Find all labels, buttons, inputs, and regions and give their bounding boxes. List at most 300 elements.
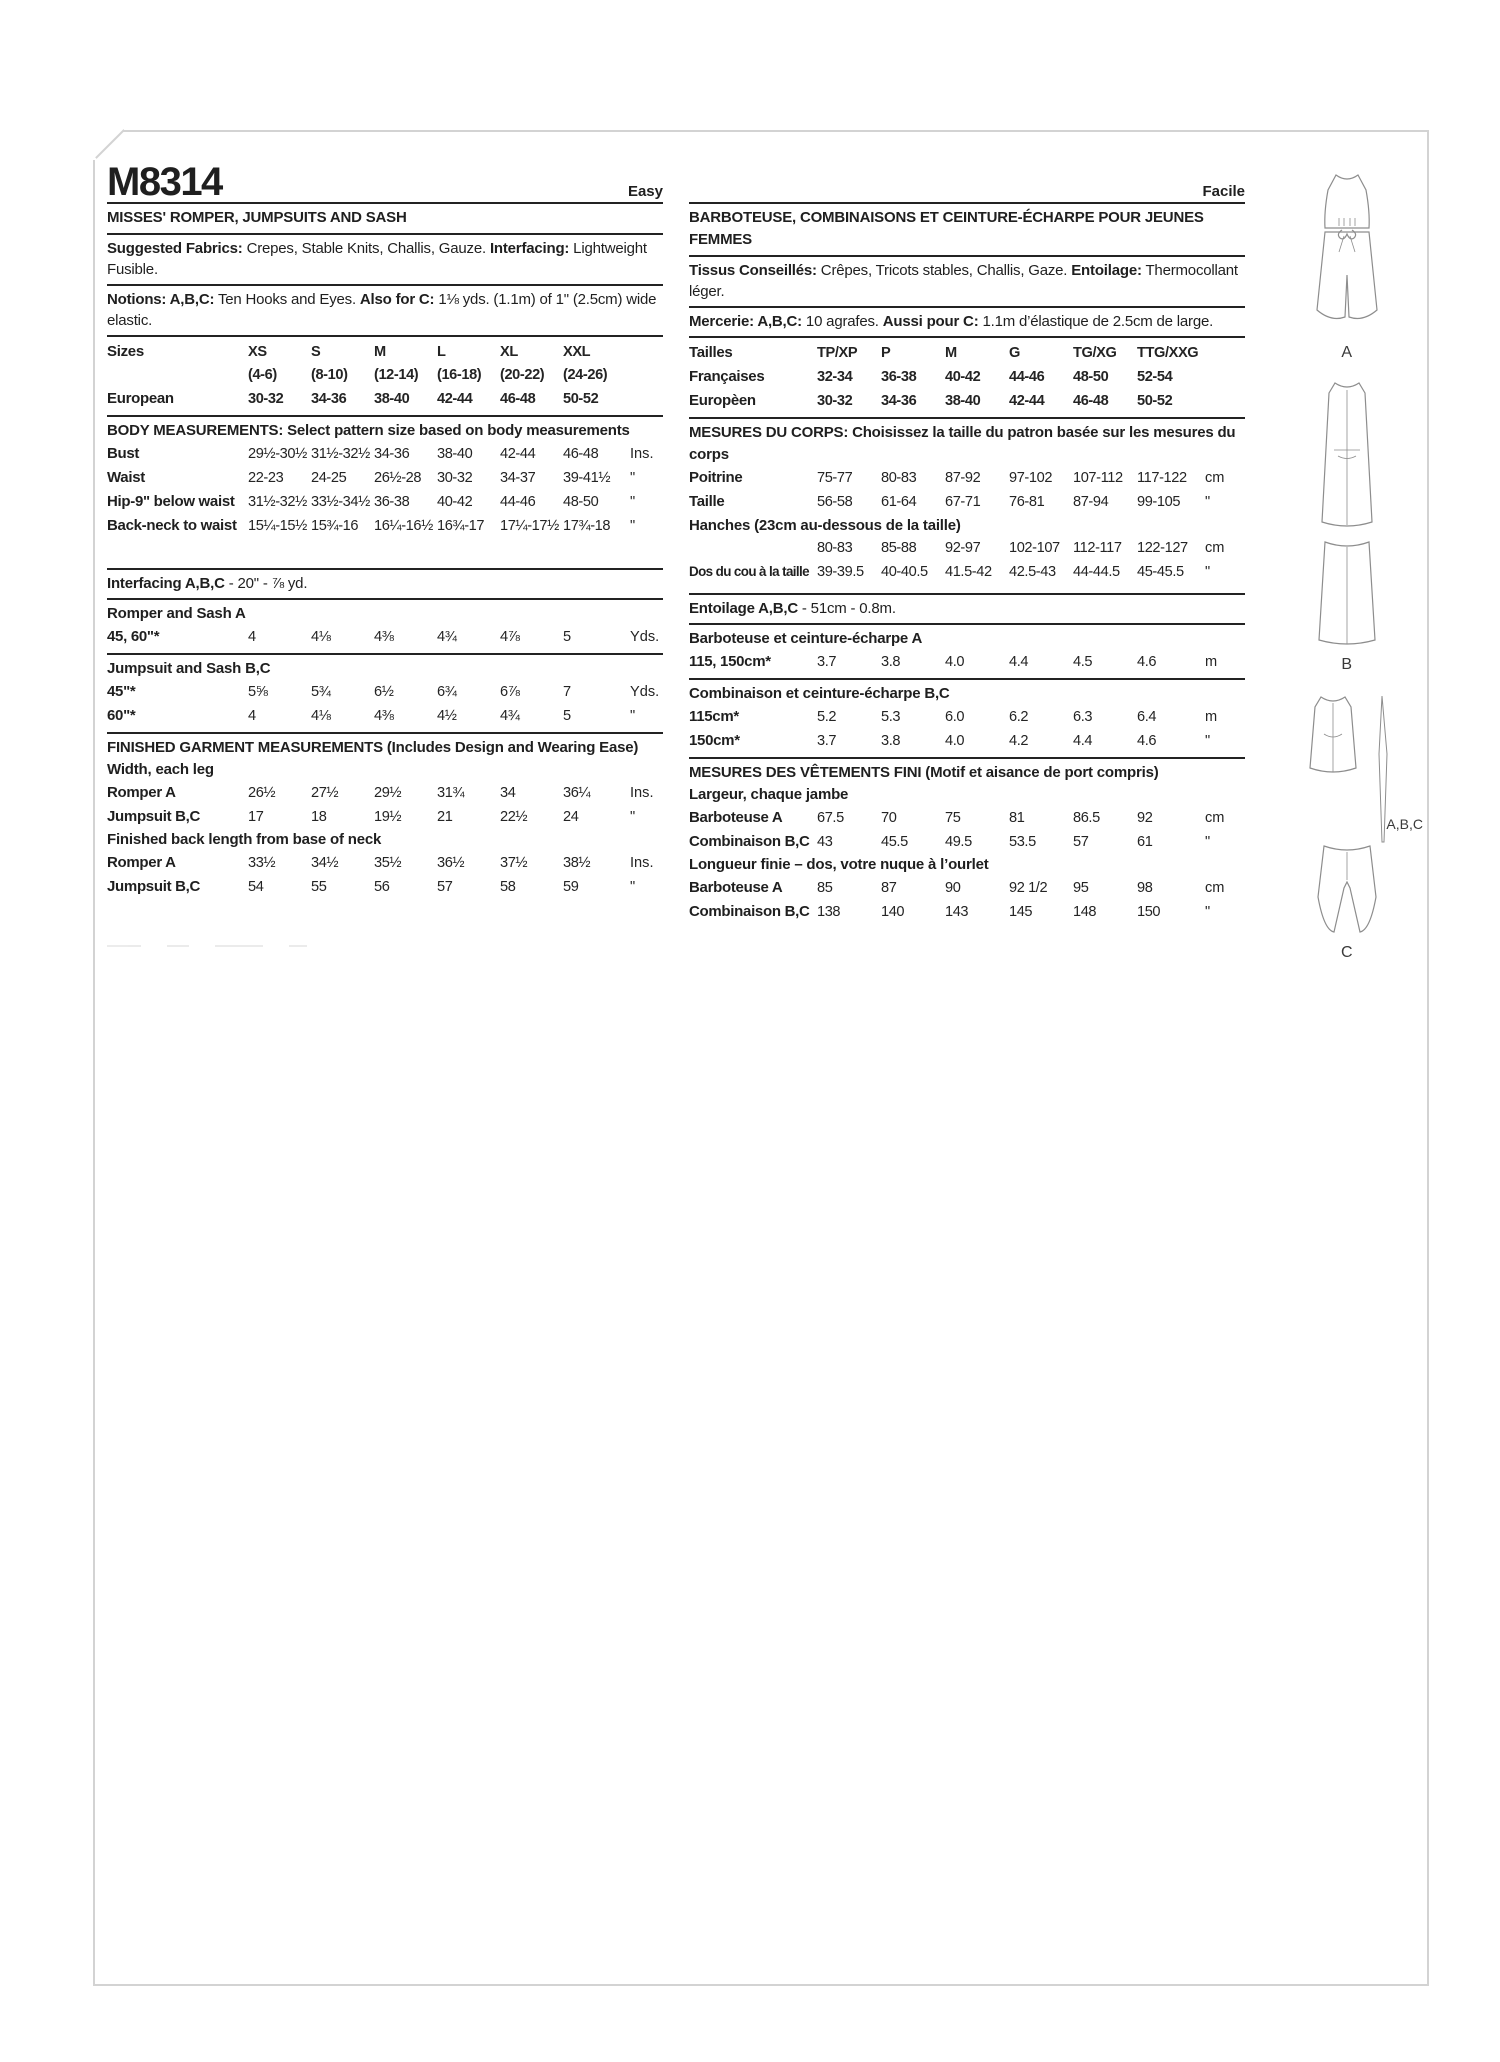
table-cell: 92-97 xyxy=(945,540,981,556)
table-cell: 16¾-17 xyxy=(437,518,485,534)
unit-cell: " xyxy=(630,708,636,724)
table-cell: 40-42 xyxy=(945,369,981,385)
table-cell: TG/XG xyxy=(1073,345,1117,361)
text-segment: Suggested Fabrics: xyxy=(107,240,243,257)
title-bar-fr xyxy=(689,156,1245,204)
row-label: Back-neck to waist xyxy=(107,517,237,534)
table-row xyxy=(689,537,1245,560)
row-label: Jumpsuit B,C xyxy=(107,808,201,825)
table-cell: 48-50 xyxy=(1073,369,1109,385)
table-cell: XL xyxy=(500,344,518,360)
table-cell: 34-36 xyxy=(374,446,410,462)
table-cell: 61-64 xyxy=(881,494,917,510)
table-cell: 140 xyxy=(881,904,905,920)
table-row xyxy=(689,466,1245,490)
table-cell: XXL xyxy=(563,344,591,360)
row-label: 45"* xyxy=(107,683,136,700)
table-cell: 31¾ xyxy=(437,785,465,801)
table-cell: 112-117 xyxy=(1073,540,1122,556)
text-segment: Notions: A,B,C: xyxy=(107,291,215,308)
table-cell: 21 xyxy=(437,809,453,825)
table-cell: 5 xyxy=(563,629,571,645)
table-row xyxy=(689,705,1245,729)
table-cell: 52-54 xyxy=(1137,369,1173,385)
table-cell: 6.3 xyxy=(1073,709,1093,725)
row-label: Romper A xyxy=(107,854,176,871)
table-cell: 80-83 xyxy=(817,540,853,556)
table-row xyxy=(107,781,663,805)
garment-drawings-rail xyxy=(1271,170,1423,962)
table-cell: 54 xyxy=(248,879,264,895)
table-cell: 44-44.5 xyxy=(1073,564,1120,580)
table-row xyxy=(689,729,1245,753)
table-cell: 138 xyxy=(817,904,841,920)
table-row xyxy=(107,851,663,875)
suggested-fabrics-line xyxy=(107,235,663,286)
table-cell: 61 xyxy=(1137,834,1153,850)
table-cell: 97-102 xyxy=(1009,470,1053,486)
table-cell: 4.6 xyxy=(1137,654,1157,670)
table-cell: 87-94 xyxy=(1073,494,1109,510)
yardage-bc-section-fr xyxy=(689,680,1245,759)
table-cell: 98 xyxy=(1137,880,1153,896)
table-cell: (24-26) xyxy=(563,367,608,383)
unit-cell: " xyxy=(630,879,636,895)
table-cell: 150 xyxy=(1137,904,1161,920)
finished-heading-en: FINISHED GARMENT MEASUREMENTS (Includes Design and Wearing Ease) xyxy=(107,739,639,756)
text-segment: Tissus Conseillés: xyxy=(689,262,817,279)
table-cell: 36-38 xyxy=(881,369,917,385)
unit-cell: Ins. xyxy=(630,785,654,801)
largeur-label: Largeur, chaque jambe xyxy=(689,786,849,803)
table-cell: 85 xyxy=(817,880,833,896)
figure-label-c: C xyxy=(1340,944,1354,961)
garment-drawing-top-piece xyxy=(1304,694,1362,778)
table-cell: M xyxy=(374,344,386,360)
table-cell: 17¼-17½ xyxy=(500,518,559,534)
row-label: Bust xyxy=(107,445,140,462)
text-segment: Entoilage A,B,C xyxy=(689,600,798,617)
table-cell: 67.5 xyxy=(817,810,844,826)
table-cell: (8-10) xyxy=(311,367,348,383)
table-cell: 41.5-42 xyxy=(945,564,992,580)
table-cell: (4-6) xyxy=(248,367,277,383)
tissus-line xyxy=(689,257,1245,308)
interfacing-line-en xyxy=(107,570,663,600)
table-cell: 6⅞ xyxy=(500,684,520,700)
table-row xyxy=(107,466,663,490)
notions-line xyxy=(107,286,663,337)
table-cell: 57 xyxy=(437,879,453,895)
table-cell: 4.5 xyxy=(1073,654,1093,670)
table-cell: 34 xyxy=(500,785,516,801)
unit-cell: " xyxy=(1205,904,1211,920)
garment-drawing-jumpsuit-b-lower xyxy=(1314,538,1380,650)
table-cell: 57 xyxy=(1073,834,1089,850)
table-row xyxy=(107,625,663,649)
table-row xyxy=(107,490,663,514)
table-cell: 75-77 xyxy=(817,470,853,486)
faded-print-artifact xyxy=(107,945,663,947)
table-cell: 26½ xyxy=(248,785,276,801)
yardage-a-section-fr xyxy=(689,625,1245,680)
body-measurements-table-fr xyxy=(689,466,1245,584)
entoilage-line xyxy=(689,595,1245,625)
width-each-leg-label: Width, each leg xyxy=(107,761,214,778)
largeur-table xyxy=(689,806,1245,854)
table-cell: 85-88 xyxy=(881,540,917,556)
longueur-table xyxy=(689,876,1245,924)
sizes-table-fr xyxy=(689,338,1245,419)
table-cell: 3.8 xyxy=(881,654,901,670)
pattern-number: M8314 xyxy=(107,160,222,204)
yardage-bc-heading-en: Jumpsuit and Sash B,C xyxy=(107,660,271,677)
table-cell: 58 xyxy=(500,879,516,895)
text-segment: Lightweight Fusible. xyxy=(107,240,647,278)
table-cell: 34½ xyxy=(311,855,339,871)
text-segment: Also for C: xyxy=(359,291,435,308)
table-cell: 4⅛ xyxy=(311,708,331,724)
table-cell: 5¾ xyxy=(311,684,331,700)
table-cell: 87-92 xyxy=(945,470,981,486)
table-cell: 34-36 xyxy=(881,393,917,409)
table-cell: 45.5 xyxy=(881,834,908,850)
yardage-bc-table-fr xyxy=(689,705,1245,753)
table-cell: 24 xyxy=(563,809,579,825)
table-row xyxy=(107,364,663,387)
table-cell: 22-23 xyxy=(248,470,284,486)
unit-cell: " xyxy=(630,809,636,825)
page-edge-right xyxy=(1427,130,1429,1986)
table-cell: 24-25 xyxy=(311,470,347,486)
table-row xyxy=(107,340,663,364)
table-cell: 46-48 xyxy=(500,391,536,407)
table-cell: 4⅜ xyxy=(374,629,394,645)
row-label: 45, 60"* xyxy=(107,628,160,645)
text-segment: - 20" - ⅞ yd. xyxy=(224,575,308,592)
table-cell: G xyxy=(1009,345,1020,361)
row-label: Hip-9" below waist xyxy=(107,493,235,510)
table-row xyxy=(689,650,1245,674)
table-cell: 56-58 xyxy=(817,494,853,510)
unit-cell: " xyxy=(630,470,636,486)
row-label: 115, 150cm* xyxy=(689,653,771,670)
table-row xyxy=(689,876,1245,900)
text-segment: Thermocollant léger. xyxy=(689,262,1238,300)
table-cell: 15¼-15½ xyxy=(248,518,307,534)
unit-cell: " xyxy=(630,494,636,510)
table-cell: 4⅛ xyxy=(311,629,331,645)
row-label: Combinaison B,C xyxy=(689,903,810,920)
page-edge-corner-cut xyxy=(95,129,125,159)
table-cell: 38½ xyxy=(563,855,591,871)
table-cell: 34-36 xyxy=(311,391,347,407)
body-measurements-section-fr xyxy=(689,419,1245,595)
table-cell: 38-40 xyxy=(945,393,981,409)
table-cell: TTG/XXG xyxy=(1137,345,1199,361)
table-cell: 42-44 xyxy=(500,446,536,462)
table-cell: 4⅜ xyxy=(374,708,394,724)
row-label: Waist xyxy=(107,469,145,486)
difficulty-fr: Facile xyxy=(1202,183,1245,200)
row-label: Dos du cou à la taille xyxy=(689,564,809,579)
table-cell: 7 xyxy=(563,684,571,700)
unit-cell: cm xyxy=(1205,810,1225,826)
unit-cell: cm xyxy=(1205,880,1225,896)
table-cell: 107-112 xyxy=(1073,470,1123,486)
table-cell: 4½ xyxy=(437,708,457,724)
table-cell: 59 xyxy=(563,879,579,895)
table-cell: 102-107 xyxy=(1009,540,1060,556)
unit-cell: Ins. xyxy=(630,446,654,462)
table-cell: 39-39.5 xyxy=(817,564,864,580)
longueur-label: Longueur finie – dos, votre nuque à l’ourlet xyxy=(689,856,989,873)
table-cell: 4¾ xyxy=(500,708,520,724)
table-cell: 56 xyxy=(374,879,390,895)
table-cell: 18 xyxy=(311,809,327,825)
table-cell: 5⅝ xyxy=(248,684,268,700)
table-cell: (12-14) xyxy=(374,367,419,383)
table-cell: 44-46 xyxy=(1009,369,1045,385)
table-cell: 19½ xyxy=(374,809,402,825)
finished-measurements-section-en xyxy=(107,734,663,903)
table-cell: 80-83 xyxy=(881,470,917,486)
table-cell: 30-32 xyxy=(817,393,853,409)
row-label: 150cm* xyxy=(689,732,740,749)
table-cell: 17 xyxy=(248,809,264,825)
table-cell: 76-81 xyxy=(1009,494,1045,510)
row-label: Barboteuse A xyxy=(689,809,783,826)
table-cell: 67-71 xyxy=(945,494,981,510)
table-cell: 6½ xyxy=(374,684,394,700)
table-cell: 36¼ xyxy=(563,785,591,801)
table-cell: 32-34 xyxy=(817,369,853,385)
table-cell: 4¾ xyxy=(437,629,457,645)
page-edge-bottom xyxy=(93,1984,1429,1986)
row-label: Romper A xyxy=(107,784,176,801)
table-cell: 22½ xyxy=(500,809,528,825)
unit-cell: cm xyxy=(1205,540,1225,556)
table-cell: S xyxy=(311,344,321,360)
table-cell: TP/XP xyxy=(817,345,858,361)
table-cell: 49.5 xyxy=(945,834,972,850)
yardage-a-heading-fr: Barboteuse et ceinture-écharpe A xyxy=(689,630,923,647)
row-label: Europèen xyxy=(689,392,756,409)
table-cell: (20-22) xyxy=(500,367,545,383)
sizes-table-en xyxy=(107,337,663,417)
row-label: Combinaison B,C xyxy=(689,833,810,850)
table-row xyxy=(689,900,1245,924)
yardage-bc-table-en xyxy=(107,680,663,728)
page-edge-top xyxy=(123,130,1429,132)
garment-drawing-romper-a xyxy=(1311,170,1383,338)
row-label: Jumpsuit B,C xyxy=(107,878,201,895)
figure-label-abc: A,B,C xyxy=(1386,816,1423,832)
table-cell: 50-52 xyxy=(563,391,599,407)
table-cell: 34-37 xyxy=(500,470,536,486)
finished-heading-fr: MESURES DES VÊTEMENTS FINI (Motif et aisance de port compris) xyxy=(689,764,1159,781)
table-cell: 29½-30½ xyxy=(248,446,307,462)
figure-label-b: B xyxy=(1341,656,1353,673)
title-bar xyxy=(107,156,663,204)
unit-cell: m xyxy=(1205,709,1218,725)
body-measurements-heading-en: BODY MEASUREMENTS: Select pattern size based on body measurements xyxy=(107,422,630,439)
table-row xyxy=(689,490,1245,514)
table-cell: 27½ xyxy=(311,785,339,801)
yardage-a-section-en xyxy=(107,600,663,655)
row-label: Poitrine xyxy=(689,469,743,486)
table-cell: 4.2 xyxy=(1009,733,1029,749)
table-cell: 45-45.5 xyxy=(1137,564,1184,580)
table-row xyxy=(107,442,663,466)
finished-measurements-section-fr xyxy=(689,759,1245,928)
table-cell: 40-40.5 xyxy=(881,564,928,580)
table-cell: 5 xyxy=(563,708,571,724)
row-label: Taille xyxy=(689,493,725,510)
table-cell: 86.5 xyxy=(1073,810,1100,826)
text-segment: 1⅛ yds. (1.1m) of 1" (2.5cm) wide elastic. xyxy=(107,291,657,329)
table-row xyxy=(689,560,1245,584)
table-cell: L xyxy=(437,344,446,360)
table-cell: 95 xyxy=(1073,880,1089,896)
table-cell: 36-38 xyxy=(374,494,410,510)
table-cell: 43 xyxy=(817,834,833,850)
table-cell: P xyxy=(881,345,891,361)
text-segment: Entoilage: xyxy=(1071,262,1142,279)
table-cell: 90 xyxy=(945,880,961,896)
row-label: 60"* xyxy=(107,707,136,724)
table-row xyxy=(107,514,663,538)
table-cell: 5.2 xyxy=(817,709,837,725)
table-cell: 44-46 xyxy=(500,494,536,510)
table-cell: 33½-34½ xyxy=(311,494,370,510)
row-label: European xyxy=(107,390,174,407)
text-segment: 10 agrafes. xyxy=(801,313,883,330)
table-cell: 148 xyxy=(1073,904,1097,920)
table-cell: 4.4 xyxy=(1009,654,1029,670)
table-cell: (16-18) xyxy=(437,367,482,383)
row-label: Tailles xyxy=(689,344,733,361)
unit-cell: Ins. xyxy=(630,855,654,871)
table-cell: 40-42 xyxy=(437,494,473,510)
table-cell: 4⅞ xyxy=(500,629,520,645)
table-cell: 33½ xyxy=(248,855,276,871)
table-cell: 31½-32½ xyxy=(311,446,370,462)
yardage-bc-section-en xyxy=(107,655,663,734)
difficulty-en: Easy xyxy=(627,183,663,200)
unit-cell: " xyxy=(1205,733,1211,749)
table-cell: 29½ xyxy=(374,785,402,801)
unit-cell: " xyxy=(630,518,636,534)
table-cell: 4.0 xyxy=(945,733,965,749)
table-cell: 81 xyxy=(1009,810,1025,826)
unit-cell: " xyxy=(1205,834,1211,850)
text-segment: Interfacing A,B,C xyxy=(107,575,225,592)
table-cell: 4 xyxy=(248,708,256,724)
page-edge-left xyxy=(93,160,95,1986)
table-cell: 15¾-16 xyxy=(311,518,359,534)
table-row xyxy=(107,704,663,728)
body-measurements-section-en xyxy=(107,417,663,570)
unit-cell: m xyxy=(1205,654,1218,670)
table-cell: 16¼-16½ xyxy=(374,518,433,534)
table-cell: 70 xyxy=(881,810,897,826)
table-cell: 39-41½ xyxy=(563,470,611,486)
mercerie-line xyxy=(689,308,1245,338)
table-cell: 4 xyxy=(248,629,256,645)
back-length-table xyxy=(107,851,663,899)
table-cell: 6.0 xyxy=(945,709,965,725)
text-segment: - 51cm - 0.8m. xyxy=(797,600,896,617)
text-segment: Aussi pour C: xyxy=(882,313,979,330)
table-cell: 3.7 xyxy=(817,654,837,670)
unit-cell: Yds. xyxy=(630,684,660,700)
table-cell: 37½ xyxy=(500,855,528,871)
table-cell: 53.5 xyxy=(1009,834,1036,850)
table-cell: 6.4 xyxy=(1137,709,1157,725)
table-cell: 117-122 xyxy=(1137,470,1187,486)
garment-title-en: MISSES' ROMPER, JUMPSUITS AND SASH xyxy=(107,204,663,235)
table-cell: 38-40 xyxy=(374,391,410,407)
garment-title-fr: BARBOTEUSE, COMBINAISONS ET CEINTURE-ÉCHARPE POUR JEUNES FEMMES xyxy=(689,204,1245,257)
row-label: Françaises xyxy=(689,368,765,385)
garment-drawing-jumpsuit-b-upper xyxy=(1314,380,1380,530)
back-length-label: Finished back length from base of neck xyxy=(107,831,382,848)
text-segment: Ten Hooks and Eyes. xyxy=(214,291,360,308)
table-cell: 48-50 xyxy=(563,494,599,510)
table-row xyxy=(107,805,663,829)
table-cell: 5.3 xyxy=(881,709,901,725)
unit-cell: Yds. xyxy=(630,629,660,645)
yardage-a-table-en xyxy=(107,625,663,649)
table-cell: 31½-32½ xyxy=(248,494,307,510)
table-cell: 17¾-18 xyxy=(563,518,611,534)
yardage-a-heading-en: Romper and Sash A xyxy=(107,605,246,622)
french-column xyxy=(689,156,1245,947)
table-cell: 4.0 xyxy=(945,654,965,670)
table-cell: 6¾ xyxy=(437,684,457,700)
unit-cell: " xyxy=(1205,494,1211,510)
table-cell: 30-32 xyxy=(248,391,284,407)
table-row xyxy=(107,387,663,411)
table-cell: 55 xyxy=(311,879,327,895)
english-column xyxy=(107,156,663,947)
unit-cell: cm xyxy=(1205,470,1225,486)
table-cell: 145 xyxy=(1009,904,1033,920)
pattern-envelope-back xyxy=(93,130,1429,1986)
table-row xyxy=(107,875,663,899)
table-cell: 75 xyxy=(945,810,961,826)
table-cell: 42-44 xyxy=(1009,393,1045,409)
table-row-label-full: Hanches (23cm au-dessous de la taille) xyxy=(689,517,961,534)
table-cell: 92 1/2 xyxy=(1009,880,1048,896)
table-cell: 122-127 xyxy=(1137,540,1188,556)
yardage-bc-heading-fr: Combinaison et ceinture-écharpe B,C xyxy=(689,685,950,702)
table-cell: 26½-28 xyxy=(374,470,422,486)
row-label: Barboteuse A xyxy=(689,879,783,896)
text-segment: Mercerie: A,B,C: xyxy=(689,313,802,330)
table-row xyxy=(107,680,663,704)
table-row xyxy=(689,389,1245,413)
table-row xyxy=(689,341,1245,365)
text-segment: Crepes, Stable Knits, Challis, Gauze. xyxy=(242,240,490,257)
body-measurements-table-en xyxy=(107,442,663,538)
yardage-a-table-fr xyxy=(689,650,1245,674)
piece-and-sash-group xyxy=(1304,694,1390,844)
table-cell: 3.8 xyxy=(881,733,901,749)
width-each-leg-table xyxy=(107,781,663,829)
unit-cell: " xyxy=(1205,564,1211,580)
